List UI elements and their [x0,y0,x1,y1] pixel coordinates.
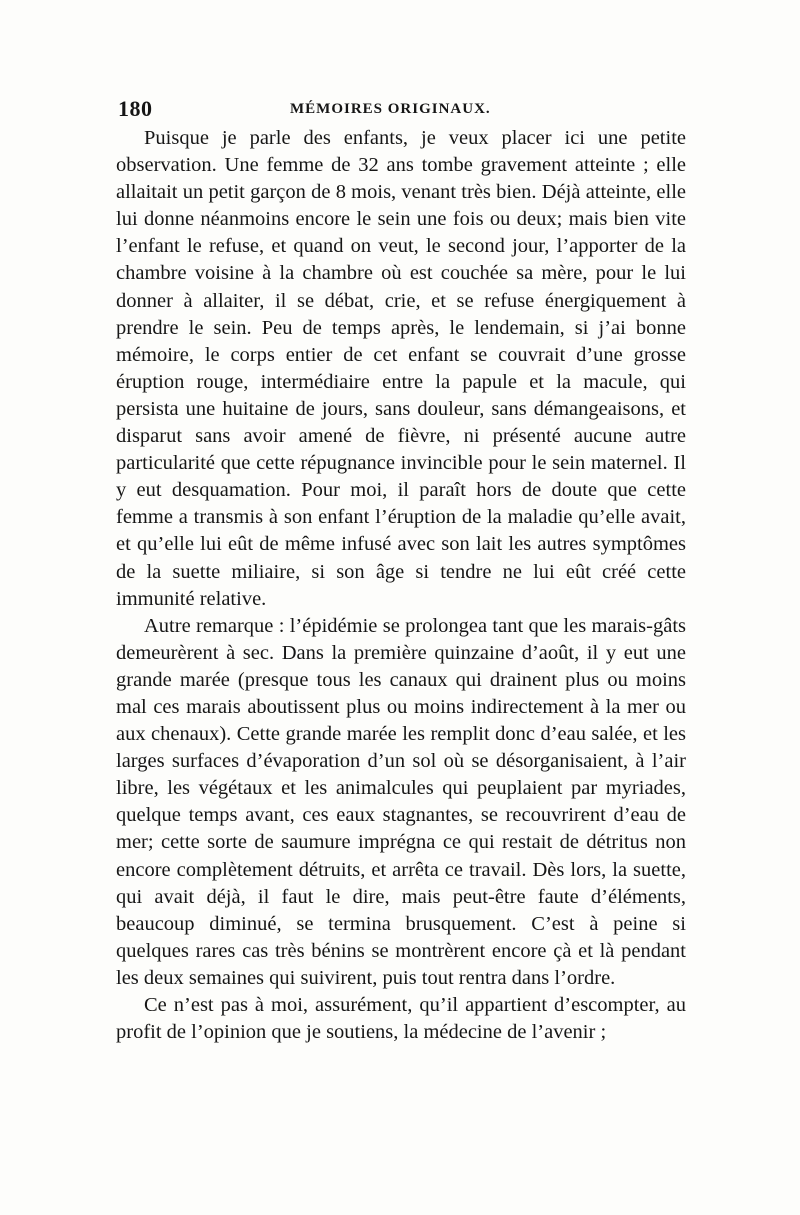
body-text [116,125,686,1046]
paragraph-conclusion: Ce n’est pas à moi, assurément, qu’il appartient d’escompter, au profit de l’opinion que je soutiens, la médecine de l’avenir ; [116,994,686,1044]
paragraph-observation: Puisque je parle des enfants, je veux placer ici une petite observation. Une femme de 32 ans tombe gravement atteinte ; elle allaitait un petit garçon de 8 mois, venant très bien. Déjà atteinte, elle lui donne néanmoins encore le sein une fois ou deux; mais bien vite l’enfant le refuse, et quand on veut, le second jour, l’apporter de la chambre voisine à la chambre où est couchée sa mère, pour le lui donner à allaiter, il se débat, crie, et se refuse énergiquement à prendre le sein. Peu de temps après, le lendemain, si j’ai bonne mémoire, le corps entier de cet enfant se couvrait d’une grosse éruption rouge, intermédiaire entre la papule et la macule, qui persista une huitaine de jours, sans douleur, sans démangeaisons, et disparut sans avoir amené de fièvre, ni présenté aucune autre particularité que cette répugnance invincible pour le sein maternel. Il y eut desquamation. Pour moi, il paraît hors de doute que cette femme a transmis à son enfant l’éruption de la maladie qu’elle avait, et qu’elle lui eût de même infusé avec son lait les autres symptômes de la suette miliaire, si son âge si tendre ne lui eût créé cette immunité relative. [116,127,686,610]
running-title: MÉMOIRES ORIGINAUX. [290,101,491,117]
paragraph-remarque: Autre remarque : l’épidémie se prolongea tant que les marais-gâts demeurèrent à sec. Dans la première quinzaine d’août, il y eut une grande marée (presque tous les canaux qui drainent plus ou moins mal ces marais aboutissent plus ou moins indirectement à la mer ou aux chenaux). Cette grande marée les remplit donc d’eau salée, et les larges surfaces d’évaporation d’un sol où se désorganisaient, à l’air libre, les végétaux et les animalcules qui peuplaient par myriades, quelque temps avant, ces eaux stagnantes, se recouvrirent d’eau de mer; cette sorte de saumure imprégna ce qui restait de détritus non encore complètement détruits, et arrêta ce travail. Dès lors, la suette, qui avait déjà, il faut le dire, mais peut-être faute d’éléments, beaucoup diminué, se termina brusquement. C’est à peine si quelques rares cas très bénins se montrèrent encore çà et là pendant les deux semaines qui suivirent, puis tout rentra dans l’ordre. [116,614,686,989]
page-number: 180 [118,96,153,121]
page-header [118,96,688,124]
